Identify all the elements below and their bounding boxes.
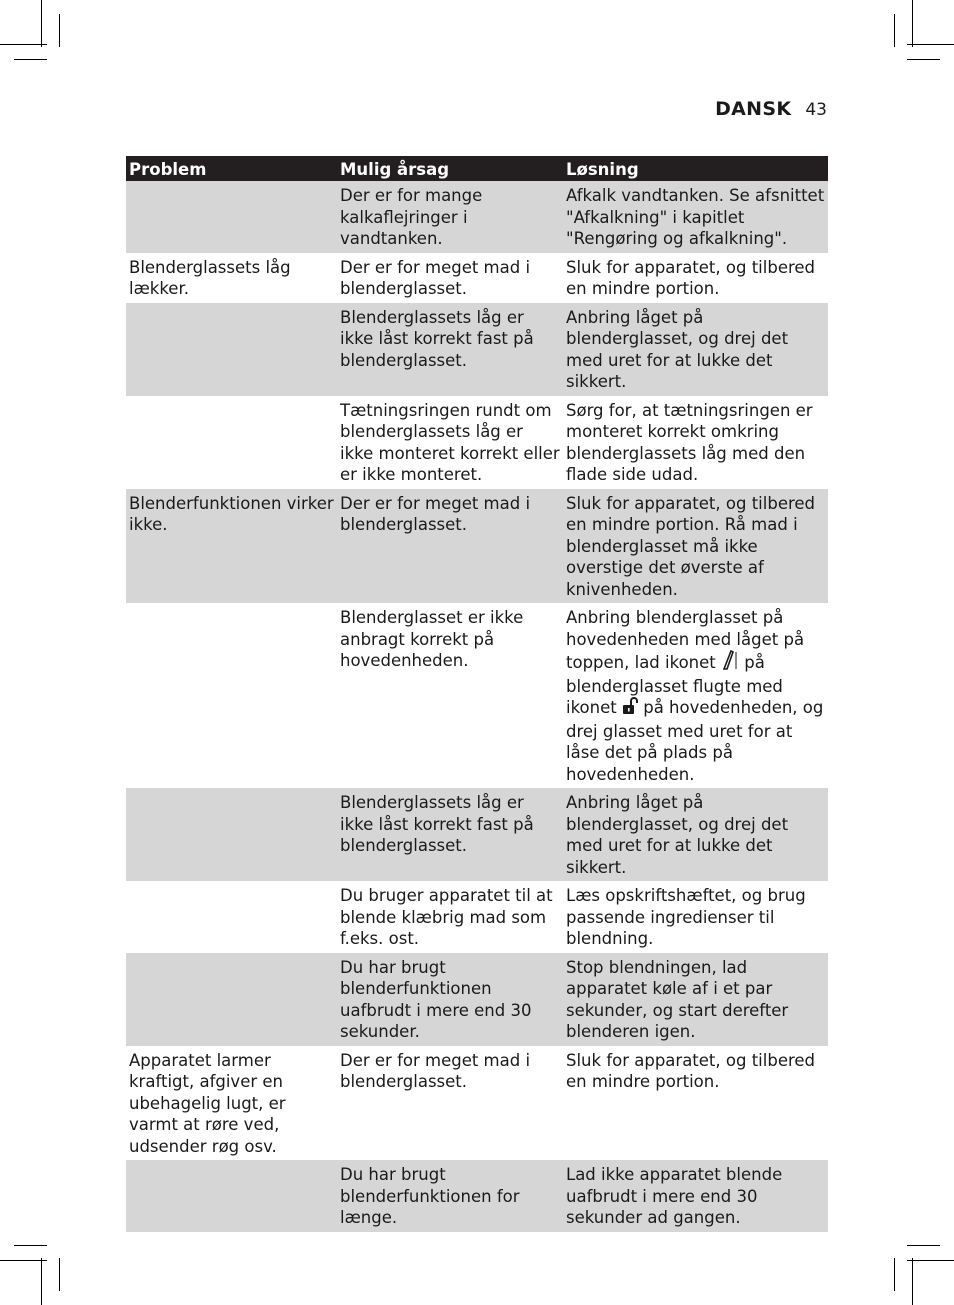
cell-cause: Der er for meget mad i blenderglasset. <box>340 1050 531 1091</box>
troubleshooting-table <box>126 156 828 1232</box>
column-header-solution: Løsning <box>563 156 828 181</box>
crop-mark <box>41 0 42 47</box>
cell-solution <box>563 603 828 788</box>
cell-cause: Tætningsringen rundt om blenderglassets låg er ikke monteret korrekt eller er ikke monteret. <box>340 400 560 484</box>
crop-mark <box>907 1245 940 1246</box>
cell-problem <box>126 181 337 253</box>
cell-problem: Blenderfunktionen virker ikke. <box>126 489 337 604</box>
crop-mark <box>41 1258 42 1305</box>
crop-mark <box>0 1260 47 1261</box>
column-header-cause: Mulig årsag <box>337 156 563 181</box>
cell-problem <box>126 1160 337 1232</box>
solution-text-part: Anbring blenderglasset på hovedenheden med låget på toppen, lad ikonet <box>566 608 805 672</box>
crop-mark <box>907 59 940 60</box>
table-header-row <box>126 156 828 181</box>
crop-mark <box>894 14 895 47</box>
cell-cause: Der er for meget mad i blenderglasset. <box>337 489 563 604</box>
cell-cause: Blenderglasset er ikke anbragt korrekt på hovedenheden. <box>340 608 524 670</box>
cell-cause: Du bruger apparatet til at blende klæbrig mad som f.eks. ost. <box>340 886 553 948</box>
solution-text-part: på blenderglasset flugte med ikonet <box>566 653 783 717</box>
cell-problem <box>126 603 337 788</box>
table-row <box>126 788 828 881</box>
cell-problem: Apparatet larmer kraftigt, afgiver en ubehagelig lugt, er varmt at røre ved, udsender røg osv. <box>129 1050 286 1156</box>
cell-solution: Sluk for apparatet, og tilbered en mindre portion. Rå mad i blenderglasset må ikke overstige det øverste af knivenheden. <box>563 489 828 604</box>
cell-problem <box>126 953 337 1046</box>
table-row <box>126 396 828 489</box>
table-row <box>126 181 828 253</box>
unlock-icon <box>622 697 638 721</box>
cell-solution: Anbring låget på blenderglasset, og drej det med uret for at lukke det sikkert. <box>563 303 828 396</box>
column-header-problem: Problem <box>126 156 337 181</box>
crop-mark <box>907 44 954 45</box>
cell-cause: Blenderglassets låg er ikke låst korrekt fast på blenderglasset. <box>337 303 563 396</box>
section-language: DANSK <box>715 98 792 120</box>
cell-solution: Læs opskriftshæftet, og brug passende ingredienser til blendning. <box>566 886 806 948</box>
table-row <box>126 489 828 604</box>
cell-solution: Afkalk vandtanken. Se afsnittet "Afkalkning" i kapitlet "Rengøring og afkalkning". <box>563 181 828 253</box>
cell-cause: Der er for meget mad i blenderglasset. <box>340 257 531 298</box>
cell-cause: Du har brugt blenderfunktionen uafbrudt i mere end 30 sekunder. <box>337 953 563 1046</box>
table-row <box>126 953 828 1046</box>
cell-problem <box>126 396 337 489</box>
table-row <box>126 1160 828 1232</box>
cell-problem <box>126 303 337 396</box>
crop-mark <box>14 1245 47 1246</box>
cell-solution: Sørg for, at tætningsringen er monteret korrekt omkring blenderglassets låg med den flade side udad. <box>566 400 813 484</box>
cell-cause: Du har brugt blenderfunktionen for længe. <box>337 1160 563 1232</box>
crop-mark <box>912 1258 913 1305</box>
table-row <box>126 1046 828 1161</box>
solution-text-part: på hovedenheden, og drej glasset med uret for at låse det på plads på hovedenheden. <box>566 698 824 784</box>
crop-mark <box>912 0 913 47</box>
cell-solution: Stop blendningen, lad apparatet køle af i et par sekunder, og start derefter blenderen igen. <box>563 953 828 1046</box>
table-row <box>126 603 828 788</box>
cell-solution: Sluk for apparatet, og tilbered en mindre portion. <box>566 1050 816 1091</box>
cell-problem <box>126 881 337 953</box>
table-row <box>126 881 828 953</box>
crop-mark <box>59 1258 60 1291</box>
page-header <box>715 98 827 120</box>
table-row <box>126 303 828 396</box>
table-row <box>126 253 828 303</box>
cell-solution: Sluk for apparatet, og tilbered en mindre portion. <box>566 257 816 298</box>
cell-problem <box>126 788 337 881</box>
lid-marker-icon <box>721 650 739 676</box>
page-number: 43 <box>805 100 827 120</box>
cell-cause: Der er for mange kalkaflejringer i vandtanken. <box>337 181 563 253</box>
crop-mark <box>907 1260 954 1261</box>
crop-mark <box>894 1258 895 1291</box>
cell-problem: Blenderglassets låg lækker. <box>129 257 291 298</box>
cell-solution: Anbring låget på blenderglasset, og drej det med uret for at lukke det sikkert. <box>563 788 828 881</box>
crop-mark <box>0 44 47 45</box>
crop-mark <box>59 14 60 47</box>
cell-solution: Lad ikke apparatet blende uafbrudt i mere end 30 sekunder ad gangen. <box>563 1160 828 1232</box>
cell-cause: Blenderglassets låg er ikke låst korrekt fast på blenderglasset. <box>337 788 563 881</box>
crop-mark <box>14 59 47 60</box>
